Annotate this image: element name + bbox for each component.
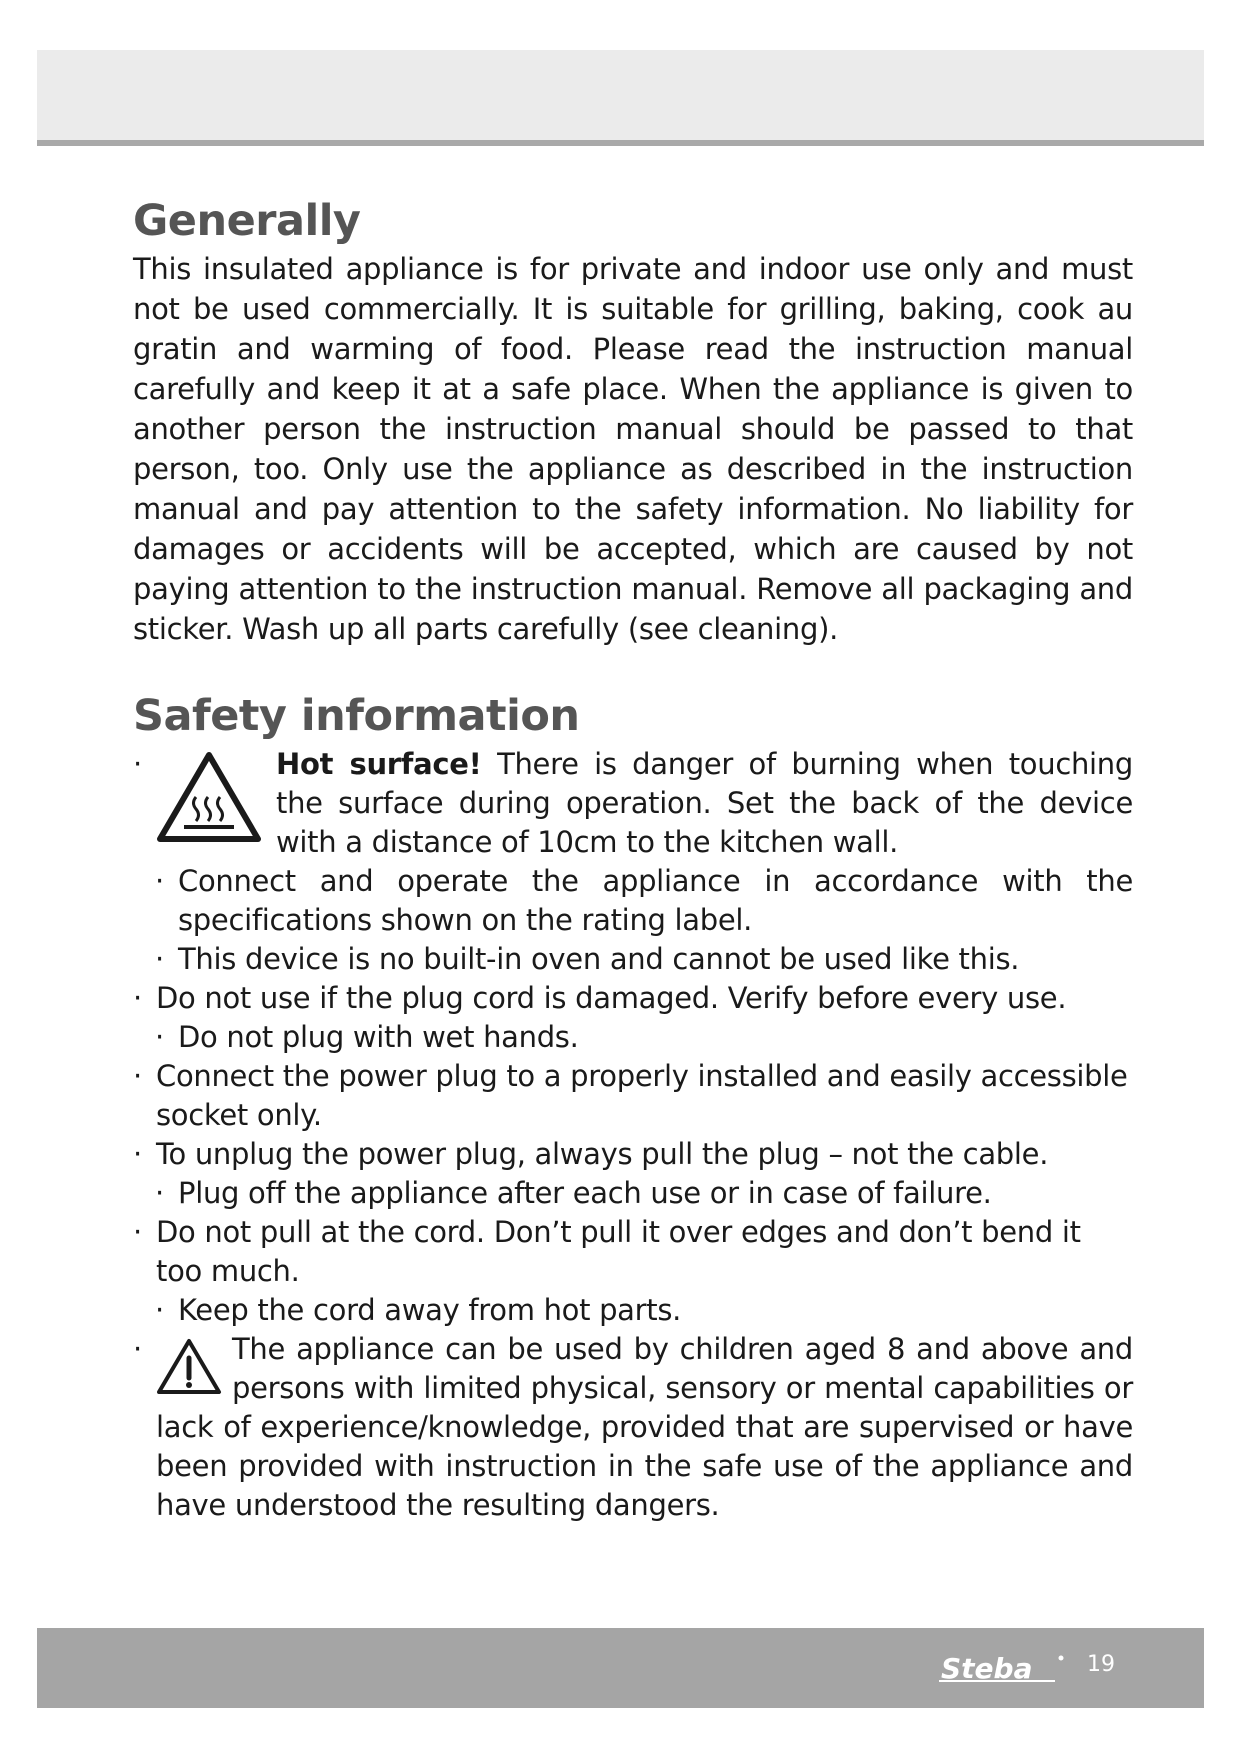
list-item-text: Do not use if the plug cord is damaged. Verify before every use. [156,980,1067,1015]
hot-surface-text-block [276,745,1133,862]
steba-logo-text: Steba [941,1652,1033,1685]
section-heading-safety: Safety information [133,691,580,742]
list-item [133,1174,1133,1213]
list-item [133,1018,1133,1057]
list-item [133,979,1133,1018]
generally-paragraph: This insulated appliance is for private and indoor use only and must not be used commercially. It is suitable for grilling, baking, cook au gratin and warming of food. Please read the instruction manual carefully and keep it at a safe place. When the appliance is given to another person the instruction manual should be passed to that person, too. Only use the appliance as described in the instruction manual and pay attention to the safety information. No liability for damages or accidents will be accepted, which are caused by not paying attention to the instruction manual. Remove all packaging and sticker. Wash up all parts carefully (see cleaning). [133,252,1133,647]
list-item [133,862,1133,940]
bullet: · [155,863,164,898]
bullet: · [133,1331,142,1366]
page-number: 19 [1087,1652,1115,1677]
header-band [37,50,1204,146]
children-warning-item [133,1330,1133,1525]
list-item [133,940,1133,979]
hot-surface-label: Hot surface! [276,746,482,781]
hot-surface-text: There is danger of burning when touching the surface during operation. Set the back of the device with a distance of 10cm to the kitchen wall. [276,746,1133,859]
children-warning-text: The appliance can be used by children aged 8 and above and persons with limited physical, sensory or mental capabilities or lack of experience/knowledge, provided that are supervised or have been provided with instruction in the safe use of the appliance and have understood the resulting dangers. [156,1331,1133,1522]
steba-logo [937,1650,1072,1686]
list-item-text: This device is no built-in oven and cannot be used like this. [178,941,1020,976]
bullet: · [133,980,142,1015]
safety-list [133,745,1133,1525]
list-item-text: Do not pull at the cord. Don’t pull it over edges and don’t bend it too much. [156,1214,1081,1288]
bullet: · [155,1175,164,1210]
list-item-text: Do not plug with wet hands. [178,1019,579,1054]
footer-band [37,1628,1204,1708]
section-heading-generally: Generally [133,196,361,246]
list-item [133,1291,1133,1330]
bullet: · [155,941,164,976]
list-item [133,1213,1133,1291]
list-item [133,1135,1133,1174]
hot-surface-warning-icon [156,751,262,843]
bullet: · [155,1292,164,1327]
bullet: · [133,1214,142,1249]
list-item-text: Keep the cord away from hot parts. [178,1292,682,1327]
bullet: · [133,1058,142,1093]
list-item-text: Connect and operate the appliance in accordance with the specifications shown on the rating label. [178,863,1133,937]
hot-surface-item [133,745,1133,862]
warning-icon [156,1338,222,1396]
bullet: · [155,1019,164,1054]
list-item-text: Plug off the appliance after each use or in case of failure. [178,1175,992,1210]
list-item-text: To unplug the power plug, always pull the plug – not the cable. [156,1136,1049,1171]
page-content [133,198,1133,1525]
list-item [133,1057,1133,1135]
bullet: · [133,1136,142,1171]
bullet: · [133,746,142,781]
list-item-text: Connect the power plug to a properly installed and easily accessible socket only. [156,1058,1128,1132]
